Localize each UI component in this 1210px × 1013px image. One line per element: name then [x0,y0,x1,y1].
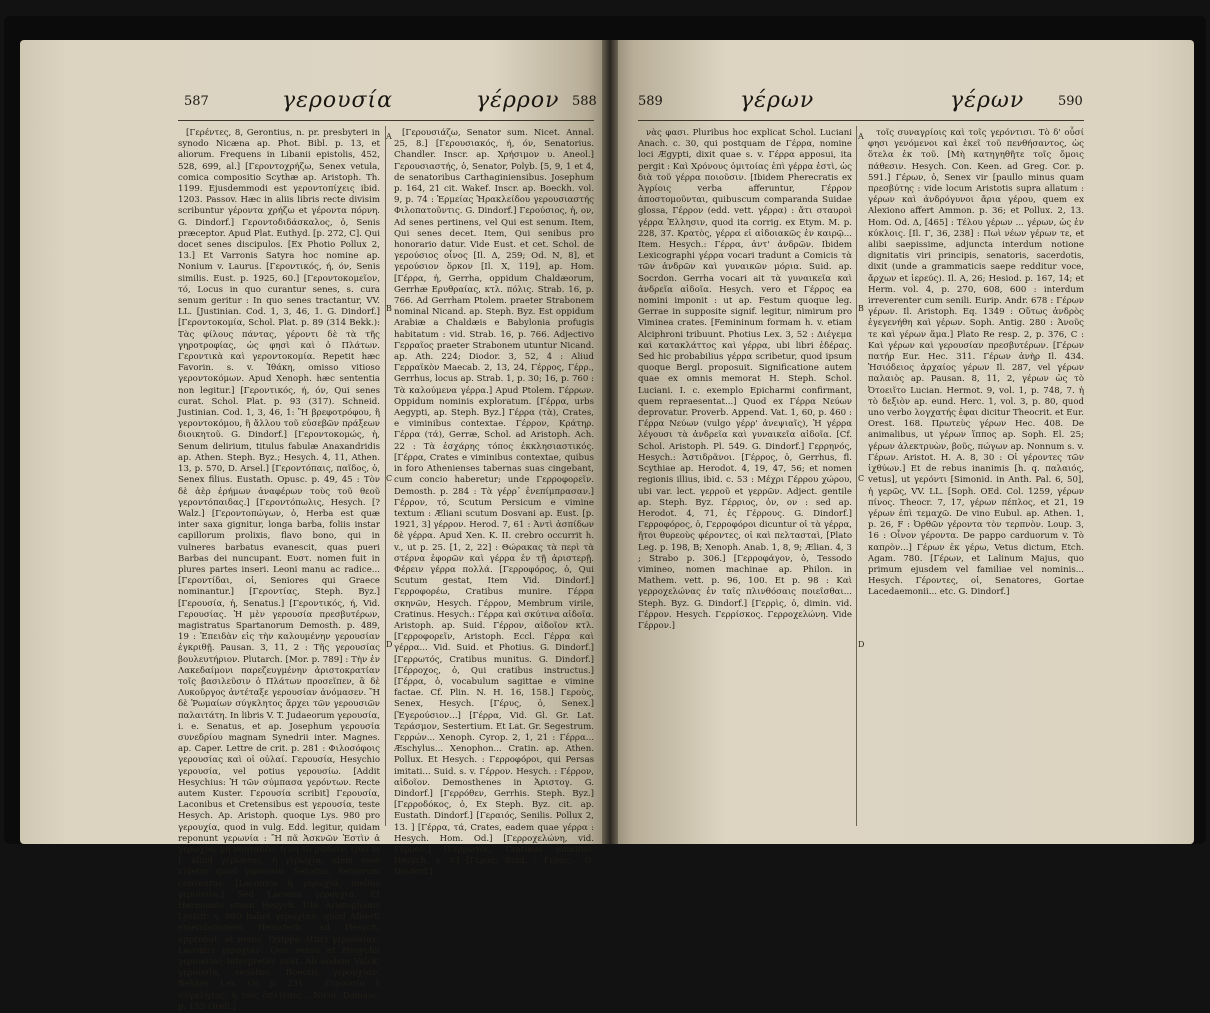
column-divider [856,126,857,826]
book-gutter [602,40,618,844]
margin-mark-b: B [386,304,392,313]
margin-mark-d: D [858,640,865,649]
column-text: [Γερέντες, 8, Gerontius, n. pr. presbyteri in synodo Nicæna ap. Phot. Bibl. p. 13, et aliorum. Frequens in Libanii epistolis, 452, 528, 699, al.] [Γεροντοχρήζω, Senex vetula, comica compositio Scythæ ap. Aristoph. Th. 1199. Ejusdemmodi est γεροντοπίχεις ibid. 1203. Passov. Hæc in aliis libris recte divisim scribuntur γέροντα χρήζω et γέροντα πόρνη. G. Dindorf.] Γεροντοδιδάσκαλος, ὁ, Senis præceptor. Apud Plat. Euthyd. [p. 272, C]. Qui docet senes discipulos. [Ex Photio Pollux 2, 13.] Et Varronis Satyra hoc nomine ap. Nonium v. Laurus. [Γεροντικός, ή, όν, Senis similis. Eust. p. 1925, 60.] [Γεροντοκομεῖον, τό, Locus in quo curantur senes, s. cura senum geritur : In quo senes tractantur, VV. LL. [Justinian. Cod. 1, 3, 46, 1. G. Dindorf.] [Γεροντοκομία, Schol. Plat. p. 89 (314 Bekk.): Τὰς φίλους πάντας, γέροντι δὲ τὰ τῆς γηροτροφίας, ὡς φησὶ καὶ ὁ Πλάτων. Γεροντικὰ καὶ γεροντοκομία. Repetit hæc Favorin. s. v. Ἰθάκη, omisso vitioso γεροντοκόμων. Apud Xenoph. hæc sententia non legitur.] [Γεροντικός, ή, όν, Qui senes curat. Schol. Plat. p. 93 (317). Schneid. Justinian. Cod. 1, 3, 46, 1: Ἢ βρεφοτρόφου, ἢ γεροντοκόμου, ἢ ἄλλου τοῦ εὐσεβῶν πράξεων διοικητοῦ. G. Dindorf.] [Γεροντοκομώς, ἡ, Senum delirium, titulus fabulæ Anaxandridis ap. Athen. Steph. Byz.; Hesych. 4, 11, Athen. 13, p. 570, D. Arsel.] [Γεροντόπαις, παῖδος, ὁ, Senex filius. Eustath. Opusc. p. 49, 45 : Τὸν δὲ ἀὲρ ἐρήμων ἀναφέρων τοὺς τοῦ θεοῦ γεροντόπαιδας.] [Γεροντόπωλις, Hesych. [? Walz.] [Γεροντοπώγων, ὁ, Herba est quæ inter saxa gignitur, longa barba, foliis instar capillorum prolixis, flavo bono, qui in vulneres barbatus evanescit, quas pueri Barbas dei nuncupant. Ευστ. nomen fuit in plures partes inseri. Leoni manu ac radice... [Γεροντίδαι, οἱ, Seniores qui Graece nominantur.] [Γεροντίας, Steph. Byz.] [Γερουσία, ἡ, Senatus.] [Γεροντικός, ή, Vid. Γερουσίας. Ἡ μὲν γερουσία πρεσβυτέρων, magistratus Spartanorum Demosth. p. 489, 19 : Ἐπειδὰν εἰς τὴν καλουμένην γερουσίαν ἐγκριθῇ. Pausan. 3, 11, 2 : Τῆς γερουσίας βουλευτήριον. Plutarch. [Mor. p. 789] : Τὴν ἐν Λακεδαίμονι παρεζευγμένην ἀριστοκρατίαν τοῖς βασιλεῦσιν ὁ Πλάτων προσεῖπεν, ἃ δὲ Λυκοῦργος ἀντέταξε γερουσίαν ἀνόμασεν. Ἣ δὲ Ῥωμαίων σύγκλητος ἄρχει τῶν γερουσιῶν παλαιτάτη. In libris V. T. Judaeorum γερουσία, i. e. Senatus, et ap. Josephum γερουσία συνεδρίου magnam Synedrii inter. Magnes. ap. Caper. Lettre de crit. p. 281 : Φιλοσόφοις γερουσίας καὶ οἱ οὐλαί. Γερουσία, Hesychio γερουσία, vel potius γερουσίω. [Addit Hesychius: Ἡ τῶν σύμπασα γερόντων. Recte autem Kuster. Γερουσία scribit] Γερουσία, Laconibus et Cretensibus est γερουσία, teste Hesych. Ap. Aristoph. quoque Lys. 980 pro γερουχία, quod in vulg. Edd. legitur, quidam reponunt γερωνία : Ἢ πᾶ Ἀσκνῶν Ἐστὶν ἁ γερωχία; μὴ νοηταδέν; ἡ νὴ τὸ μῶδεῖν; Quo in l. aliud γερωνίας, ἡ γερωχία, idem esse videtur quod γερουσία, Senatus, Seniorum conventus. [Laconice ἡ γερωχία, melius γερουσία.] Sed Laconia γερουχία. Et Hermionis etiam Hesych. Ubi Aristophanis Lysistr. v. 980 habet γερωχίαν, quod Alberti emendationem Hemsterh. ad Hesych. approbat: at nemo. Quippe Attici γερουσίαν, Laconici γεροχίαν. Quo sensu et Hesychii γερουσίας interpretes sunt. Ab eodem Valck. γερουσία, senatus; Boeotis γερουχίαν. Bekker. Lex. Gr. p. 231 : Γερουσία ἡ σύγκλητος, ἡ τοῖς ὁπλίταις... Nicol. Damasc. p. 155 Orell.] [178,128,380,1012]
left-page-column-2 [394,128,594,878]
right-page-header [610,88,1194,116]
header-rule [178,120,594,121]
page-number-587: 587 [184,94,209,109]
column-text: τοῖς συναγρίοις καὶ τοῖς γερόντισι. Τὸ δ' οὖσί φησι γενόμενοι καὶ ἐκεῖ τοῦ πενθήσαντος, ὡς ὅτελα ἐκ τοῦ. [Μὴ κατηγηθῆτε τοῖς ὄμοις πάθεσιν. Hesych. Con. Keen. ad Greg. Cor. p. 591.] Γέρων, ὁ, Senex vir [paullo minus quam πρεσβύτης : vide locum Aristotis supra allatum : γέρων καὶ ἀνδρόγυνοι ἄρια γέρου, quem ex Alexiono affert Ammon. p. 36; et Pollux. 2, 13. Hom. Od. Δ, [465] : Τέλου γέρων ... γέρων, ὡς ἐν κύκλοις. [Il. Γ, 36, 238] : Πωὶ νέων γέρων τε, et alibi saepissime, adjuncta interdum notione dignitatis viri principis, senatoris, sacerdotis, dixit (unde a grammaticis saepe redditur voce, ἄρχων et ἱερεύς). Il. Α, 26; Hesiod. p. 167, 14; et Herm. vol. 4, p. 270, 608, 600 : interdum irreverenter cum senili. Eurip. Andr. 678 : Γέρων γέρων. Il. Aristoph. Eq. 1349 : Οὕτως ἀνδρὸς ἐγεγενήθη καὶ γέρων. Soph. Antig. 280 : Ἀνοῦς τε καὶ γέρων ἅμα.] Plato Re resp. 2, p. 376, C : Καὶ γέρων καὶ γερουσίαν πρεσβυτέρων. [Γέρων πατήρ Eur. Hec. 311. Γέρων ἀνὴρ Il. 434. Ἡσιόδειος ἀρχαίος γέρων Il. 287, vel γέρων παλαιὸς ap. Pausan. 8, 11, 2, γέρων ὡς τὸ Ὀτοειῖτο Lucian. Hermot. 9, vol. 1, p. 748, 7. ἡ τὸ δεξιὸν ap. eund. Herc. 1, vol. 3, p. 80, quod uno verbo λογχατής ἐφαι dicitur Theocrit. et Eur. Orest. 168. Πρωτεὺς γέρων Hec. 408. De animalibus, ut γέρων ἵππος ap. Soph. El. 25; γέρων ἀλεκτρυὼν, βοῦς, πώγων ap. Nonnum s. v. Γέρων. Aristot. H. A. 8, 30 : Οἱ γέροντες τῶν ἰχθύων.] Et de rebus inanimis [h. q. παλαιός, vetus], ut γερόντι [Simonid. in Anth. Pal. 6, 50], ἡ γερῶς, VV. LL. [Soph. OEd. Col. 1259, γέρων πίνος. Theocr. 7, 17, γέρων πέπλος, et 21, 19 γέρων ἐπὶ τεμαχῶ. De vino Eubul. ap. Athen. 1, p. 26, F : Ὀρθῶν γέροντα τὸν τερπνὸν. Loup. 3, 16 : Οἶνον γέροντα. De pappo carduorum v. Τὸ καπρὸν...] Γέρων ἐκ γέρω, Vetus dictum, Etch. Agam. 780. [Γέρων, et Lalinum Majus, quo primum ejusdem vel familiae vel nominis... Hesych. Γέροντες, οἱ, Senatores, Gortae Lacedaemonii... etc. G. Dindorf.] [868,128,1084,598]
headword-right: γέρρον [476,88,560,113]
margin-mark-c: C [858,474,865,483]
margin-mark-a: A [386,132,392,141]
page-number-588: 588 [572,94,597,109]
page-number-590: 590 [1058,94,1083,109]
right-page [610,40,1194,844]
open-book [4,16,1206,1012]
left-page-header [20,88,610,116]
margin-mark-c: C [386,474,393,483]
left-page-column-1 [178,128,380,1012]
headword-left: γερουσία [282,88,394,113]
right-page-column-2 [868,128,1084,828]
right-page-column-1 [638,128,852,828]
left-page [20,40,610,1012]
column-text: νὰς φασι. Pluribus hoc explicat Schol. Luciani Anach. c. 30, qui postquam de Γέρρα, nomine loci Ægypti, dixit quae s. v. Γέρρα apposui, ita pergit : Καὶ Χρόνους ὁμιτοίας ἐπὶ γέρρα ἐστὶ, ὡς διὰ τοῦ γέρρα ποιοῦσιν. [Ibidem Pherecratis ex Ἀγρίοις verba afferuntur, Γέρρον ἀποστομοῦνται, quibuscum comparanda Suidae glossa, Γέρρον (edd. vett. γέρρα) : ἄτι σταυροὶ γέρρα Ἐλλησιν, quod ita corrig. ex Etym. M. p. 228, 37. Κρατὸς, γέρρα εἰ αἰδοιακῶς ἐν καιρῷ... Item. Hesych.: Γέρρα, ἀντ' ἀνδρῶν. Ibidem Lexicographi γέρρα vocari tradunt a Comicis τὰ τῶν ἀνδρῶν καὶ γυναικῶν μόρια. Suid. ap. Socrdon. Gerrha vocari ait τὰ γυναικεῖα καὶ ἀνδρεῖα αἰδοῖα. Hesych. vero et Γέρρος ea nomini imponit : ut ap. Festum quoque leg. Gerrae in supposite signif. legitur, nimirum pro Viminea crates. [Femininum formam h. v. etiam Alciphroni tribuunt. Photius Lex. 3, 52 : Διέγεμα καὶ κατακλάττος καὶ γέρρα, ubi libri ἐδέρας. Sed hic probabilius γέρρα scribetur, quod ipsum quoque Bergl. proposuit. Significatione autem quae ex omnis memorat H. Steph. Schol. Luciani. I. c. exemplo Epicharmi confirmant, quem repraesentat...] Quod ex Γέρρα Nεύων deprovatur. Proverb. Append. Vat. 1, 60, p. 460 : Γέρρα Νεύων (vulgo γέρρ' ἀνεψιαῖς), Ἡ γέρρα λέγουσι τὰ ἀνδρεῖα καὶ γυναικεῖα αἰδοῖα. [Cf. Schol. Aristoph. Pl. 549. G. Dindorf.] Γερρηνός, Hesych.: Ἀστιδρᾶνοι. [Γέρρος, ὁ, Gerrhus, fl. Scythiae ap. Herodot. 4, 19, 47, 56; et nomen regionis illius, ibid. c. 53 : Μέχρι Γέρρου χώρου, ubi var. lect. γερροῦ et γερρῶν. Adject. gentile ap. Steph. Byz. Γέρριος, ὁν, ον : sed ap. Herodot. 4, 71, ἐς Γέρρους. G. Dindorf.] Γερροφόρος, ὁ, Γερροφόροι dicuntur οἱ τὰ γέρρα, ἤτοι θυρεοὺς φέροντες, οἱ καὶ πελτασταὶ, [Plato Leg. p. 198, B; Xenoph. Anab. 1, 8, 9; Ælian. 4, 3 ; Strabo p. 306.] [Γερροφάγον, ὁ, Tessodo vimineo, nomen machinae ap. Philon. in Mathem. vett. p. 96, 100. Et p. 98 : Καὶ γερροχελώνας ἐν ταῖς πλινθόσαις ποιεῖσθαι... Steph. Byz. G. Dindorf.] [Γερρὶς, ὁ, dimin. vid. Γέρρον. Hesych. Γερρίσκος. Γερροχελώνη. Vide Γέρρον.] [638,128,852,631]
margin-mark-b: B [858,304,864,313]
margin-mark-d: D [386,640,393,649]
column-text: [Γερουσιάζω, Senator sum. Nicet. Annal. 25, 8.] [Γερουσιακός, ή, όν, Senatorius. Chandler. Inscr. ap. Χρήσιμον υ. Aneol.] Γερουσιαστής, ὁ, Senator, Polyb. [5, 9, 1 et 4, de senatoribus Carthaginiensibus. Josephum p. 164, 21 cit. Wakef. Inscr. ap. Boeckh. vol. 9, p. 74 : Ἑρμείας Ἡρακλείδου γερουσιαστής Φιλοπατοῦντις. G. Dindorf.] Γερούσιος, ἡ, ον, Ad senes pertinens, vel Qui est senum. Item, Qui senes decet. Item, Qui senibus pro honorario datur. Vide Eust. et cet. Schol. de γερούσιος οἶνος [Il. Δ, 259; Od. Ν, 8], et γερούσιον ὅρκον [Il. Χ, 119], ap. Hom. [Γέρρα, ἡ, Gerrha, oppidum Chaldæorum, Gerrhæ Ερυθραίας, κτλ. πόλις. Strab. 16, p. 766. Ad Gerrham Ptolem. praeter Strabonem nominal Nicand. ap. Steph. Byz. Est oppidum Arabiæ a Chaldæis e Babylonia profugis habitatum : vid. Strab. 16, p. 766. Adjectivo Γερραῖος praeter Strabonem utuntur Nicand. ap. Ath. 224; Diodor. 3, 52, 4 : Aliud Γερραϊκὸν Maecab. 2, 13, 24, Γέρρος, Γέρρ., Gerrhus, locus ap. Strab. 1, p. 30; 16, p. 760 : Τὰ καλούμενα γέρρα.] Apud Ptolem. Γέρρων. Oppidum nominis exploratum. [Γέρρα, urbs Aegypti, ap. Steph. Byz.] Γέρρα (τὰ), Crates, e viminibus contextae. Γέρρον, Κράτηρ. Γέρρα (τά), Gerræ, Schol. ad Aristoph. Ach. 22 : Τὰ ἐσχάρης τόπος ἐκκλησιαστικός. [Γέρρα, Crates e viminibus contextae, quibus in foro Athenienses tabernas suas cingebant, cum concio haberetur; unde Γερροφορεῖν. Demosth. p. 284 : Τὰ γέρρ᾽ ἐνεπίμπρασαν.] Γέρρον, τό, Scutum Persicum e vimine textum : Æliani scutum Dosvani ap. Eust. [p. 1921, 3] γέρρον. Herod. 7, 61 : Ἀντὶ ἀσπίδων δὲ γέρρα. Apud Xen. K. II. crebro occurrit h. v., ut p. 25. [1, 2, 22] : Θώρακας τὰ περὶ τὰ στέρνα ἐφορῶν καὶ γέρρα ἐν τῇ ἀριστερῇ. Φέρειν γέρρα πολλά. [Γερροφόρος, ὁ, Qui Scutum gestat, Item Vid. Dindorf.] Γερροφορέω, Cratibus munire. Γέρρα σκηνῶν, Hesych. Γέρρον, Membrum virile, Cratinus. Hesych.: Γέρρα καὶ σκύτινα αἰδοῖα. Aristoph. ap. Suid. Γέρρον, αἰδοῖον κτλ. [Γερροφορεῖν, Aristoph. Eccl. Γέρρα καὶ γέρρα... Vid. Suid. et Photius. G. Dindorf.] [Γερρωτός, Cratibus munitus. G. Dindorf.] [Γέρροχος, ὁ, Qui cratibus instructus.] [Γέρρα, ὁ, vocabulum sagittae e vimine factae. Cf. Plin. N. H. 16, 158.] Γεροὺς, Senex, Hesych. [Γέρυς, ὁ, Senex.] [Ἐγερούσιον...] [Γέρρα, Vid. Gl. Gr. Lat. Τεράσμον, Sestertium. Et Lat. Gr. Segestrum. Γερρών... Xenoph. Cyrop. 2, 1, 21 : Γέρρα... Æschylus... Xenophon... Cratin. ap. Athen. Pollux. Et Hesych. : Γερροφόροι, qui Persas imitati... Suid. s. v. Γέρρον. Hesych. : Γέρρον, αἰδοῖον. Demosthenes in Ἀριστογ. G. Dindorf.] [Γερρόθεν, Gerrhis. Steph. Byz.] [Γερροδόκος, ὁ, Ex Steph. Byz. cit. ap. Eustath. Dindorf.] [Γεραιός, Senilis. Pollux 2, 13. ] [Γέρρα, τά, Crates, eadem quae γέρρα : Hesych. Hom. Od.] [Γερροχελώνη, vid. Γέρρον.] [Γερρωτός, Cratibus munitus. Hesych. s. v.] [Γέρας, Suid. : Γερᾶς... G. Dindorf.] [394,128,594,878]
headword-left: γέρων [740,88,815,113]
headword-right: γέρων [950,88,1025,113]
header-rule [638,120,1084,121]
margin-mark-a: A [858,132,864,141]
page-number-589: 589 [638,94,663,109]
